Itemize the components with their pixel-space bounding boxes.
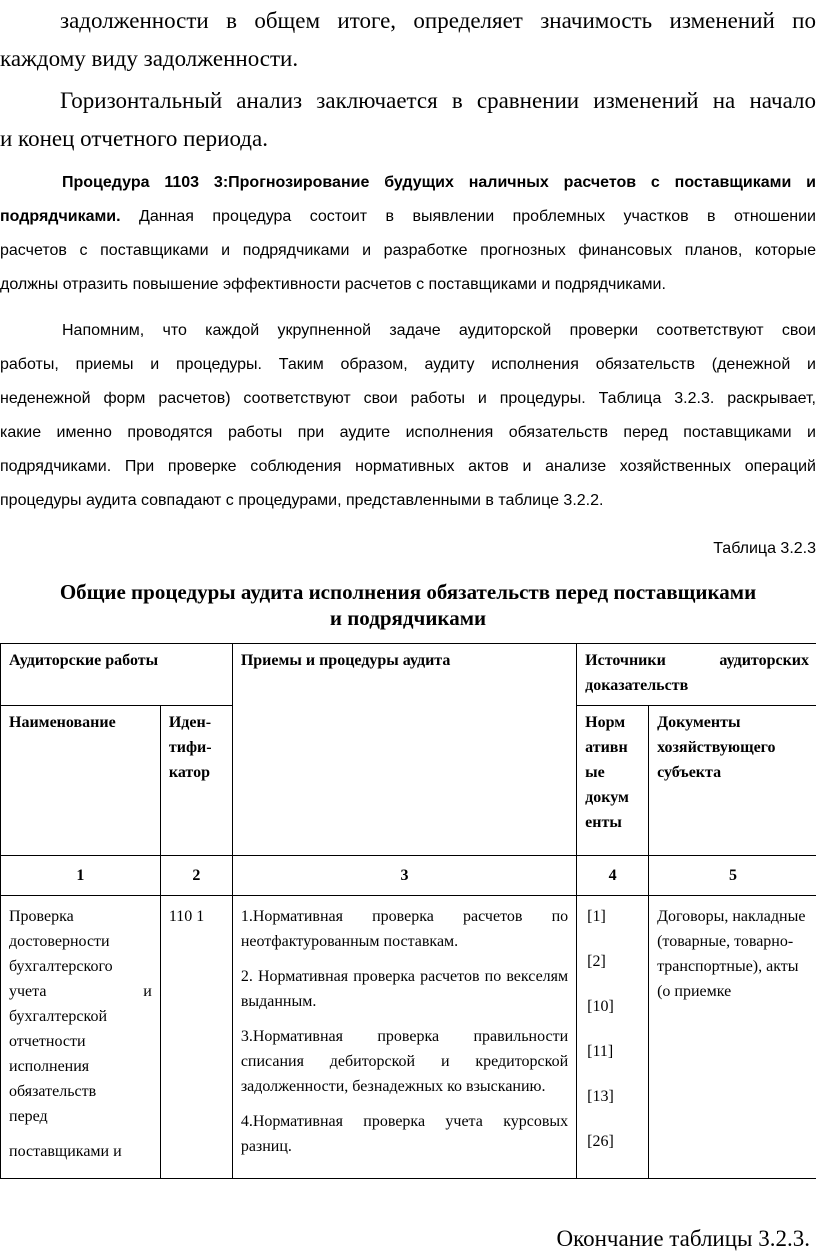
norm-ref: [2]	[587, 953, 606, 970]
row-name-line: достоверности	[9, 933, 110, 950]
table-title	[0, 579, 816, 631]
header-techniques: Приемы и процедуры аудита	[232, 644, 576, 856]
column-number-4: 4	[577, 856, 649, 896]
paragraph-continuation	[0, 2, 816, 78]
header-norm-2: ативн	[585, 739, 628, 756]
norm-ref: [1]	[587, 908, 606, 925]
row-name-uchet: учета	[9, 983, 47, 1000]
header-entity-docs: Документы хозяйствующего субъекта	[649, 706, 816, 856]
header-sources-word3: доказательств	[585, 677, 689, 694]
row-procedures	[232, 896, 576, 1179]
column-number-5: 5	[649, 856, 816, 896]
table-continuation-label: Окончание таблицы 3.2.3.	[556, 1226, 810, 1251]
header-identifier-3: катор	[168, 764, 210, 781]
procedure-line2: расчетов с поставщиками и подрядчиками и разработке прогнозных финансовых планов, которые	[0, 242, 816, 259]
column-number-3: 3	[232, 856, 576, 896]
procedure-line3: должны отразить повышение эффективности расчетов с поставщиками и подрядчиками.	[0, 276, 666, 293]
audit-procedures-table	[0, 643, 816, 1179]
row-name-line: исполнения	[9, 1058, 90, 1075]
header-norm-4: докум	[585, 789, 629, 806]
paragraph1-line1: задолженности в общем итоге, определяет значимость изменений по	[60, 8, 816, 33]
procedure-item: 4.Нормативная проверка учета курсовых разниц.	[240, 1113, 569, 1155]
norm-ref: [11]	[587, 1043, 614, 1060]
procedure-heading-2: подрядчиками.	[0, 208, 121, 225]
reminder-line5: подрядчиками. При проверке соблюдения нормативных актов и анализе хозяйственных операций	[0, 458, 816, 475]
header-norm-3: ые	[585, 764, 605, 781]
reminder-line1: Напомним, что каждой укрупненной задаче аудиторской проверки соответствуют свои	[62, 322, 816, 339]
paragraph2-line1: Горизонтальный анализ заключается в сравнении изменений на начало	[60, 88, 816, 113]
header-norm-1: Норм	[585, 714, 626, 731]
norm-ref: [26]	[587, 1133, 614, 1150]
header-identifier-1: Иден-	[168, 714, 212, 731]
header-identifier	[160, 706, 232, 856]
row-name-line: обязательств	[9, 1083, 97, 1100]
procedure-item: 2. Нормативная проверка расчетов по векселям выданным.	[240, 968, 569, 1010]
row-name-line: отчетности	[9, 1033, 86, 1050]
header-sources-word2: аудиторских	[719, 652, 809, 669]
row-name-line: перед	[9, 1108, 48, 1125]
procedure-text-1: Данная процедура состоит в выявлении проблемных участков в отношении	[120, 208, 816, 225]
row-name-line: бухгалтерской	[9, 1008, 108, 1025]
header-sources	[577, 644, 816, 706]
procedure-paragraph	[0, 166, 816, 302]
paragraph-horizontal-analysis	[0, 82, 816, 158]
row-name-line: Проверка	[9, 908, 74, 925]
reminder-line2: работы, приемы и процедуры. Таким образом, аудиту исполнения обязательств (денежной и	[0, 356, 816, 373]
row-name-i: и	[143, 983, 152, 1000]
row-name	[1, 896, 161, 1179]
table-title-line1: Общие процедуры аудита исполнения обязательств перед поставщиками	[59, 580, 757, 604]
table-title-line2: и подрядчиками	[329, 606, 487, 630]
row-identifier: 110 1	[160, 896, 232, 1179]
procedure-item: 3.Нормативная проверка правильности списания дебиторской и кредиторской задолженности, безнадежных ко взысканию.	[240, 1028, 569, 1095]
reminder-line6: процедуры аудита совпадают с процедурами, представленными в таблице 3.2.2.	[0, 492, 604, 509]
column-number-1: 1	[1, 856, 161, 896]
header-identifier-2: тифи-	[168, 739, 212, 756]
norm-ref: [13]	[587, 1088, 614, 1105]
header-norm-5: енты	[585, 814, 622, 831]
paragraph2-line2: и конец отчетного периода.	[0, 126, 268, 151]
header-name: Наименование	[1, 706, 161, 856]
table-label: Таблица 3.2.3	[713, 540, 816, 557]
row-normative-refs	[577, 896, 649, 1179]
norm-ref: [10]	[587, 998, 614, 1015]
header-sources-word1: Источники	[585, 652, 666, 669]
reminder-paragraph	[0, 314, 816, 518]
paragraph1-line2: каждому виду задолженности.	[0, 46, 299, 71]
reminder-line4: какие именно проводятся работы при аудите исполнения обязательств перед поставщиками и	[0, 424, 816, 441]
reminder-line3: неденежной форм расчетов) соответствуют свои работы и процедуры. Таблица 3.2.3. раскрывает,	[0, 390, 816, 407]
row-name-line: поставщиками и	[9, 1143, 122, 1160]
table-row	[1, 896, 816, 1179]
procedure-item: 1.Нормативная проверка расчетов по неотфактурованным поставкам.	[240, 908, 569, 950]
column-number-2: 2	[160, 856, 232, 896]
procedure-heading-1: Процедура 1103 3:Прогнозирование будущих наличных расчетов с поставщиками и	[62, 174, 816, 191]
row-documents: Договоры, накладные (товарные, товарно-транспортные), акты (о приемке	[649, 896, 816, 1179]
row-name-line: бухгалтерского	[9, 958, 113, 975]
header-audit-works: Аудиторские работы	[1, 644, 233, 706]
header-normative-docs	[577, 706, 649, 856]
